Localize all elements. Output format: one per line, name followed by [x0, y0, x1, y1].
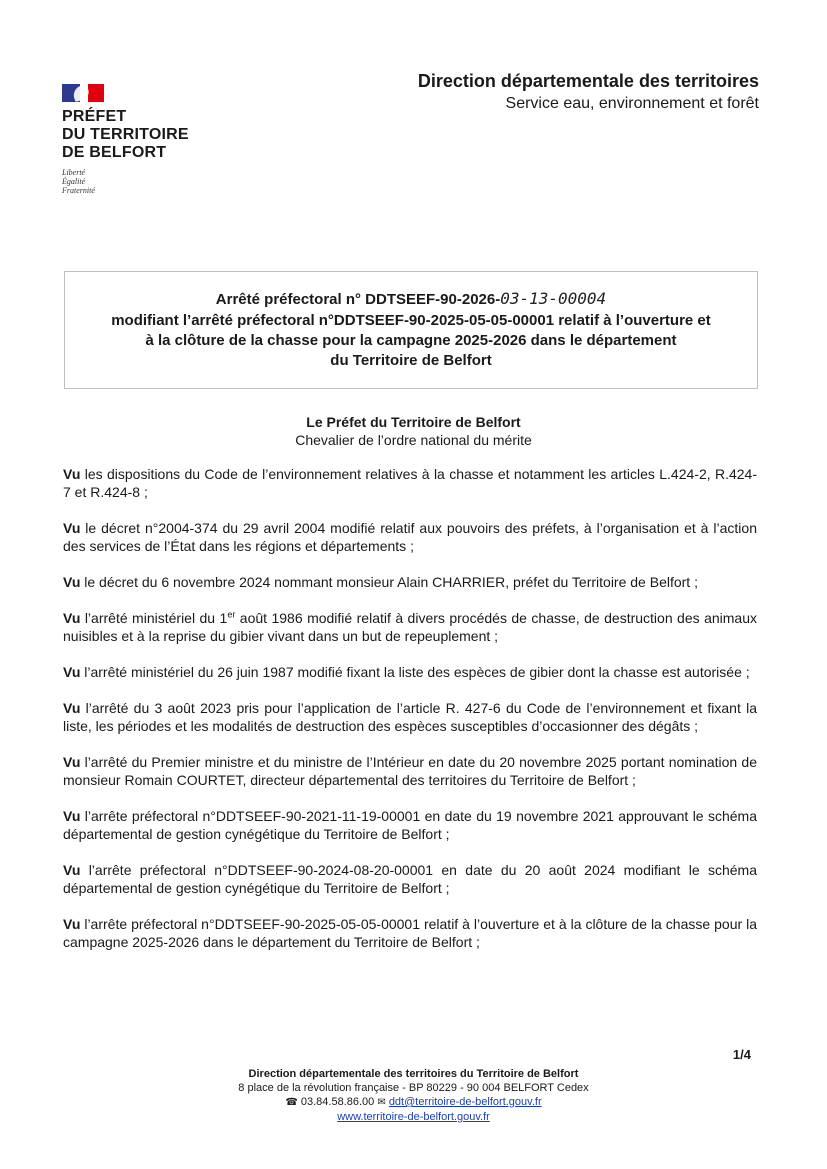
- prefet-block: [0, 413, 827, 449]
- decree-title-line-4: du Territoire de Belfort: [330, 352, 492, 369]
- consideration-item: [63, 915, 757, 951]
- vu-label: Vu: [63, 466, 81, 482]
- marianne-flag-icon: [62, 84, 104, 102]
- footer-phone: 03.84.58.86.00: [300, 1096, 375, 1108]
- service-name: Service eau, environnement et forêt: [505, 95, 759, 112]
- direction-header: [418, 70, 759, 114]
- footer-direction: Direction départementale des territoires du Territoire de Belfort: [248, 1068, 579, 1080]
- consideration-item: [63, 753, 757, 789]
- consideration-text: l’arrête préfectoral n°DDTSEEF-90-2021-11-19-00001 en date du 19 novembre 2021 approuvant le schéma départemental de gestion cynégétique du Territoire de Belfort ;: [63, 808, 757, 842]
- decree-number-handwritten: 03-13-00004: [500, 289, 607, 308]
- consideration-text: les dispositions du Code de l’environnement relatives à la chasse et notamment les articles L.424-2, R.424-7 et R.424-8 ;: [63, 466, 757, 500]
- footer-email-link[interactable]: ddt@territoire-de-belfort.gouv.fr: [388, 1096, 542, 1108]
- vu-label: Vu: [63, 916, 81, 932]
- motto: [62, 168, 202, 195]
- vu-label: Vu: [63, 808, 81, 824]
- vu-label: Vu: [63, 574, 81, 590]
- decree-title-line-3: à la clôture de la chasse pour la campagne 2025-2026 dans le département: [145, 332, 677, 349]
- consideration-item: [63, 861, 757, 897]
- consideration-text: l’arrêté ministériel du 26 juin 1987 modifié fixant la liste des espèces de gibier dont la chasse est autorisée ;: [80, 664, 750, 680]
- consideration-item: [63, 519, 757, 555]
- consideration-text: août 1986 modifié relatif à divers procédés de chasse, de destruction des animaux nuisibles et à la reprise du gibier vivant dans un but de repeuplement ;: [63, 610, 757, 644]
- vu-label: Vu: [63, 700, 81, 716]
- consideration-text: l’arrêté du Premier ministre et du ministre de l’Intérieur en date du 20 novembre 2025 portant nomination de monsieur Romain COURTET, directeur départemental des territoires du Territoire de Belfort ;: [63, 754, 757, 788]
- consideration-text: l’arrêté ministériel du 1: [80, 610, 228, 626]
- vu-label: Vu: [63, 664, 81, 680]
- motto-fraternite: Fraternité: [62, 186, 95, 195]
- direction-name: Direction départementale des territoires: [417, 71, 759, 91]
- consideration-text: le décret n°2004-374 du 29 avril 2004 modifié relatif aux pouvoirs des préfets, à l’organisation et à l’action des services de l’État dans les régions et départements ;: [63, 520, 757, 554]
- consideration-item: [63, 663, 757, 681]
- marianne-logo: [62, 84, 202, 195]
- decree-number-prefix: Arrêté préfectoral n° DDTSEEF-90-2026-: [215, 291, 501, 308]
- envelope-icon: ✉: [377, 1097, 386, 1108]
- page-number: 1/4: [732, 1047, 751, 1062]
- footer-website-link[interactable]: www.territoire-de-belfort.gouv.fr: [337, 1111, 490, 1123]
- consideration-text: l’arrêté du 3 août 2023 pris pour l’application de l’article R. 427-6 du Code de l’environnement et fixant la liste, les périodes et les modalités de destruction des espèces susceptibles d’occasionner des dégâts ;: [63, 700, 757, 734]
- vu-label: Vu: [63, 610, 81, 626]
- consideration-text: l’arrête préfectoral n°DDTSEEF-90-2024-08-20-00001 en date du 20 août 2024 modifiant le schéma départemental de gestion cynégétique du Territoire de Belfort ;: [63, 862, 757, 896]
- footer-contact: [0, 1095, 827, 1110]
- consideration-item: [63, 699, 757, 735]
- footer: [0, 1067, 827, 1124]
- ordinal-superscript: er: [227, 609, 236, 620]
- motto-egalite: Égalité: [62, 177, 86, 186]
- decree-title-line-2: modifiant l’arrêté préfectoral n°DDTSEEF-90-2025-05-05-00001 relatif à l’ouverture et: [111, 312, 711, 329]
- consideration-text: l’arrête préfectoral n°DDTSEEF-90-2025-05-05-00001 relatif à l’ouverture et à la clôture de la chasse pour la campagne 2025-2026 dans le département du Territoire de Belfort ;: [63, 916, 757, 950]
- phone-icon: ☎: [285, 1097, 298, 1108]
- vu-label: Vu: [63, 520, 81, 536]
- consideration-item: [63, 573, 757, 591]
- decree-title-box: [64, 271, 758, 389]
- logo-line-3: DE BELFORT: [62, 144, 167, 161]
- consideration-item: [63, 807, 757, 843]
- footer-address: 8 place de la révolution française - BP 80229 - 90 004 BELFORT Cedex: [238, 1082, 589, 1094]
- vu-label: Vu: [63, 862, 81, 878]
- logo-line-1: PRÉFET: [62, 108, 127, 125]
- consideration-text: le décret du 6 novembre 2024 nommant monsieur Alain CHARRIER, préfet du Territoire de Belfort ;: [80, 574, 698, 590]
- logo-line-2: DU TERRITOIRE: [62, 126, 189, 143]
- decree-title-line-1: [65, 288, 757, 311]
- prefet-title: Chevalier de l’ordre national du mérite: [295, 432, 532, 448]
- considerations-list: [63, 465, 757, 969]
- consideration-item: [63, 465, 757, 501]
- vu-label: Vu: [63, 754, 81, 770]
- consideration-item: [63, 609, 757, 645]
- prefet-name: Le Préfet du Territoire de Belfort: [306, 414, 521, 430]
- motto-liberte: Liberté: [62, 168, 86, 177]
